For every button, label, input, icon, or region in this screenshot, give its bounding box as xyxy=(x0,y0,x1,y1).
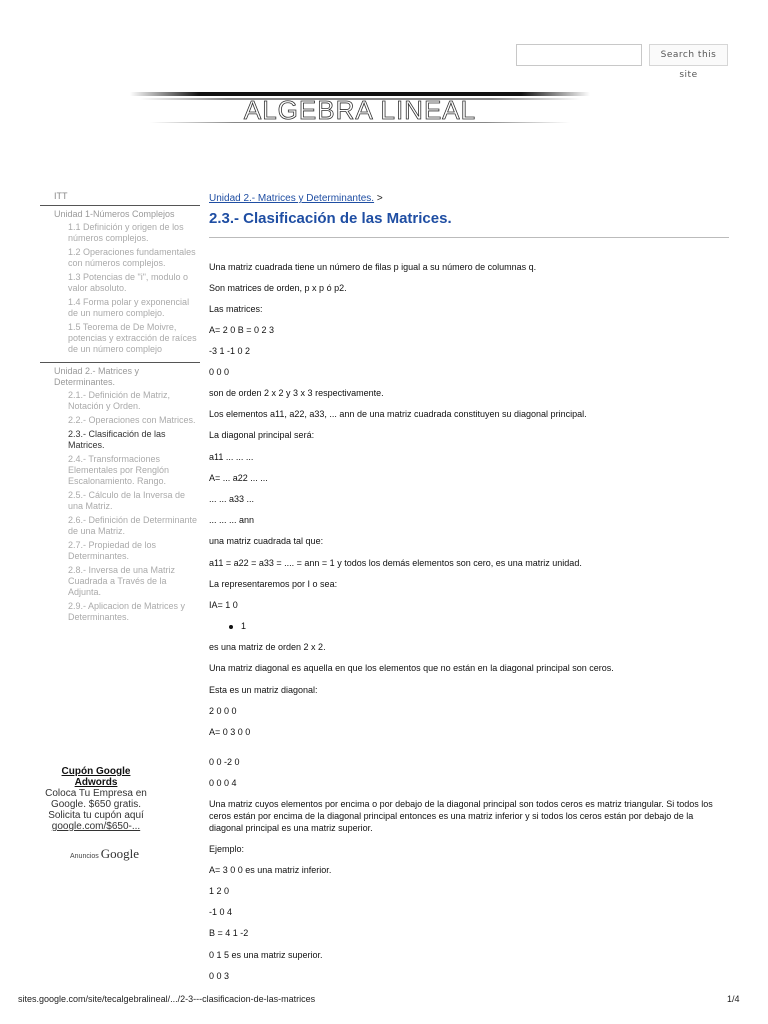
matrix-line: a11 ... ... ... xyxy=(209,452,254,462)
sidebar-item-2-9[interactable]: 2.9.- Aplicacion de Matrices y Determinantes. xyxy=(68,601,186,622)
page-title: 2.3.- Clasificación de las Matrices. xyxy=(209,210,452,227)
matrix-line: 0 0 0 4 xyxy=(209,778,237,788)
sidebar-item-2-8[interactable]: 2.8.- Inversa de una Matriz Cuadrada a Través de la Adjunta. xyxy=(68,565,176,597)
sidebar-item-2-5[interactable]: 2.5.- Cálculo de la Inversa de una Matriz. xyxy=(68,490,186,511)
matrix-line: IA= 1 0 xyxy=(209,600,238,610)
matrix-line: A= 0 3 0 0 xyxy=(209,727,251,737)
breadcrumb-link-unit2[interactable]: Unidad 2.- Matrices y Determinantes. xyxy=(209,193,375,204)
ad-body: Coloca Tu Empresa en Google. $650 gratis. Solicita tu cupón aquí xyxy=(45,788,147,821)
paragraph: es una matriz de orden 2 x 2. xyxy=(209,642,326,652)
matrix-line: ... ... ... ann xyxy=(209,515,255,525)
breadcrumb xyxy=(209,193,729,204)
paragraph: una matriz cuadrada tal que: xyxy=(209,536,324,546)
breadcrumb-separator: > xyxy=(376,193,383,204)
sidebar-item-2-7[interactable]: 2.7.- Propiedad de los Determinantes. xyxy=(68,540,157,561)
google-logo: Google xyxy=(100,846,140,861)
paragraph: Ejemplo: xyxy=(209,844,245,854)
sidebar-section-unit1 xyxy=(40,206,200,363)
matrix-line: ... ... a33 ... xyxy=(209,494,255,504)
sidebar-item-2-2[interactable]: 2.2.- Operaciones con Matrices. xyxy=(68,415,196,425)
sidebar-item-1-3[interactable]: 1.3 Potencias de "i", modulo o valor absoluto. xyxy=(68,272,188,293)
ads-by-label: Anuncios xyxy=(70,853,99,860)
paragraph: son de orden 2 x 2 y 3 x 3 respectivamente. xyxy=(209,388,384,398)
sidebar-item-1-2[interactable]: 1.2 Operaciones fundamentales con números complejos. xyxy=(68,247,196,268)
paragraph: Una matriz diagonal es aquella en que los elementos que no están en la diagonal principal son ceros. xyxy=(209,663,614,673)
ad-url-link[interactable]: google.com/$650-... xyxy=(51,821,141,832)
matrix-line: A= 2 0 B = 0 2 3 xyxy=(209,325,275,335)
matrix-line: B = 4 1 -2 xyxy=(209,928,249,938)
matrix-line: 1 2 0 xyxy=(209,886,230,896)
matrix-line: -1 0 4 xyxy=(209,907,233,917)
bullet-item xyxy=(229,621,246,631)
sidebar-item-1-1[interactable]: 1.1 Definición y origen de los números complejos. xyxy=(68,222,184,243)
matrix-line: A= 3 0 0 es una matriz inferior. xyxy=(209,865,332,875)
sidebar-item-unit1[interactable]: Unidad 1-Números Complejos xyxy=(54,209,175,219)
paragraph: Una matriz cuadrada tiene un número de filas p igual a su número de columnas q. xyxy=(209,262,537,272)
sidebar-item-2-6[interactable]: 2.6.- Definición de Determinante de una Matriz. xyxy=(68,515,198,536)
ad-title-link[interactable]: Cupón Google Adwords xyxy=(61,766,131,788)
ads-by-google[interactable] xyxy=(70,846,139,862)
bullet-text: 1 xyxy=(241,621,247,631)
title-divider xyxy=(209,237,729,238)
sidebar-item-2-4[interactable]: 2.4.- Transformaciones Elementales por Renglón Escalonamiento. Rango. xyxy=(68,454,170,486)
matrix-line: 0 0 3 xyxy=(209,971,230,981)
paragraph: Una matriz cuyos elementos por encima o por debajo de la diagonal principal son todos ceros es matriz triangular. Si todos los ceros están por encima de la diagonal principal entonces es una matriz inferior y si todos los ceros están por debajo de la diagonal principal es una matriz superior. xyxy=(209,799,713,833)
main-header xyxy=(209,193,729,238)
ad-block xyxy=(40,766,152,832)
search-button[interactable]: Search this site xyxy=(649,44,728,66)
site-banner xyxy=(130,86,590,130)
matrix-line: -3 1 -1 0 2 xyxy=(209,346,251,356)
footer-url: sites.google.com/site/tecalgebralineal/.../2-3---clasificacion-de-las-matrices xyxy=(18,994,316,1004)
paragraph: Los elementos a11, a22, a33, ... ann de una matriz cuadrada constituyen su diagonal principal. xyxy=(209,409,587,419)
matrix-line: 2 0 0 0 xyxy=(209,706,237,716)
search-input[interactable] xyxy=(516,44,642,66)
bullet-dot xyxy=(229,625,233,629)
sidebar-item-1-4[interactable]: 1.4 Forma polar y exponencial de un numero complejo. xyxy=(68,297,190,318)
paragraph: La diagonal principal será: xyxy=(209,430,315,440)
sidebar-item-1-5[interactable]: 1.5 Teorema de De Moivre, potencias y extracción de raíces de un número complejo xyxy=(68,322,197,354)
matrix-line: 0 0 0 xyxy=(209,367,230,377)
sidebar-item-unit2[interactable]: Unidad 2.- Matrices y Determinantes. xyxy=(54,366,140,387)
paragraph: Son matrices de orden, p x p ó p2. xyxy=(209,283,347,293)
paragraph: Esta es un matriz diagonal: xyxy=(209,685,318,695)
paragraph: La representaremos por I o sea: xyxy=(209,579,338,589)
matrix-line: 0 1 5 es una matriz superior. xyxy=(209,950,323,960)
paragraph: a11 = a22 = a33 = .... = ann = 1 y todos los demás elementos son cero, es una matriz unidad. xyxy=(209,558,582,568)
matrix-line: 0 0 -2 0 xyxy=(209,757,240,767)
sidebar-item-itt[interactable]: ITT xyxy=(40,190,200,206)
sidebar-nav xyxy=(40,190,200,630)
sidebar-item-2-3-current[interactable]: 2.3.- Clasificación de las Matrices. xyxy=(68,429,166,450)
sidebar-item-2-1[interactable]: 2.1.- Definición de Matriz, Notación y Orden. xyxy=(68,390,171,411)
matrix-line: A= ... a22 ... ... xyxy=(209,473,268,483)
paragraph: Las matrices: xyxy=(209,304,263,314)
sidebar-section-unit2 xyxy=(40,363,200,630)
page-number: 1/4 xyxy=(727,994,740,1004)
banner-title: ALGEBRA LINEAL xyxy=(243,95,477,125)
